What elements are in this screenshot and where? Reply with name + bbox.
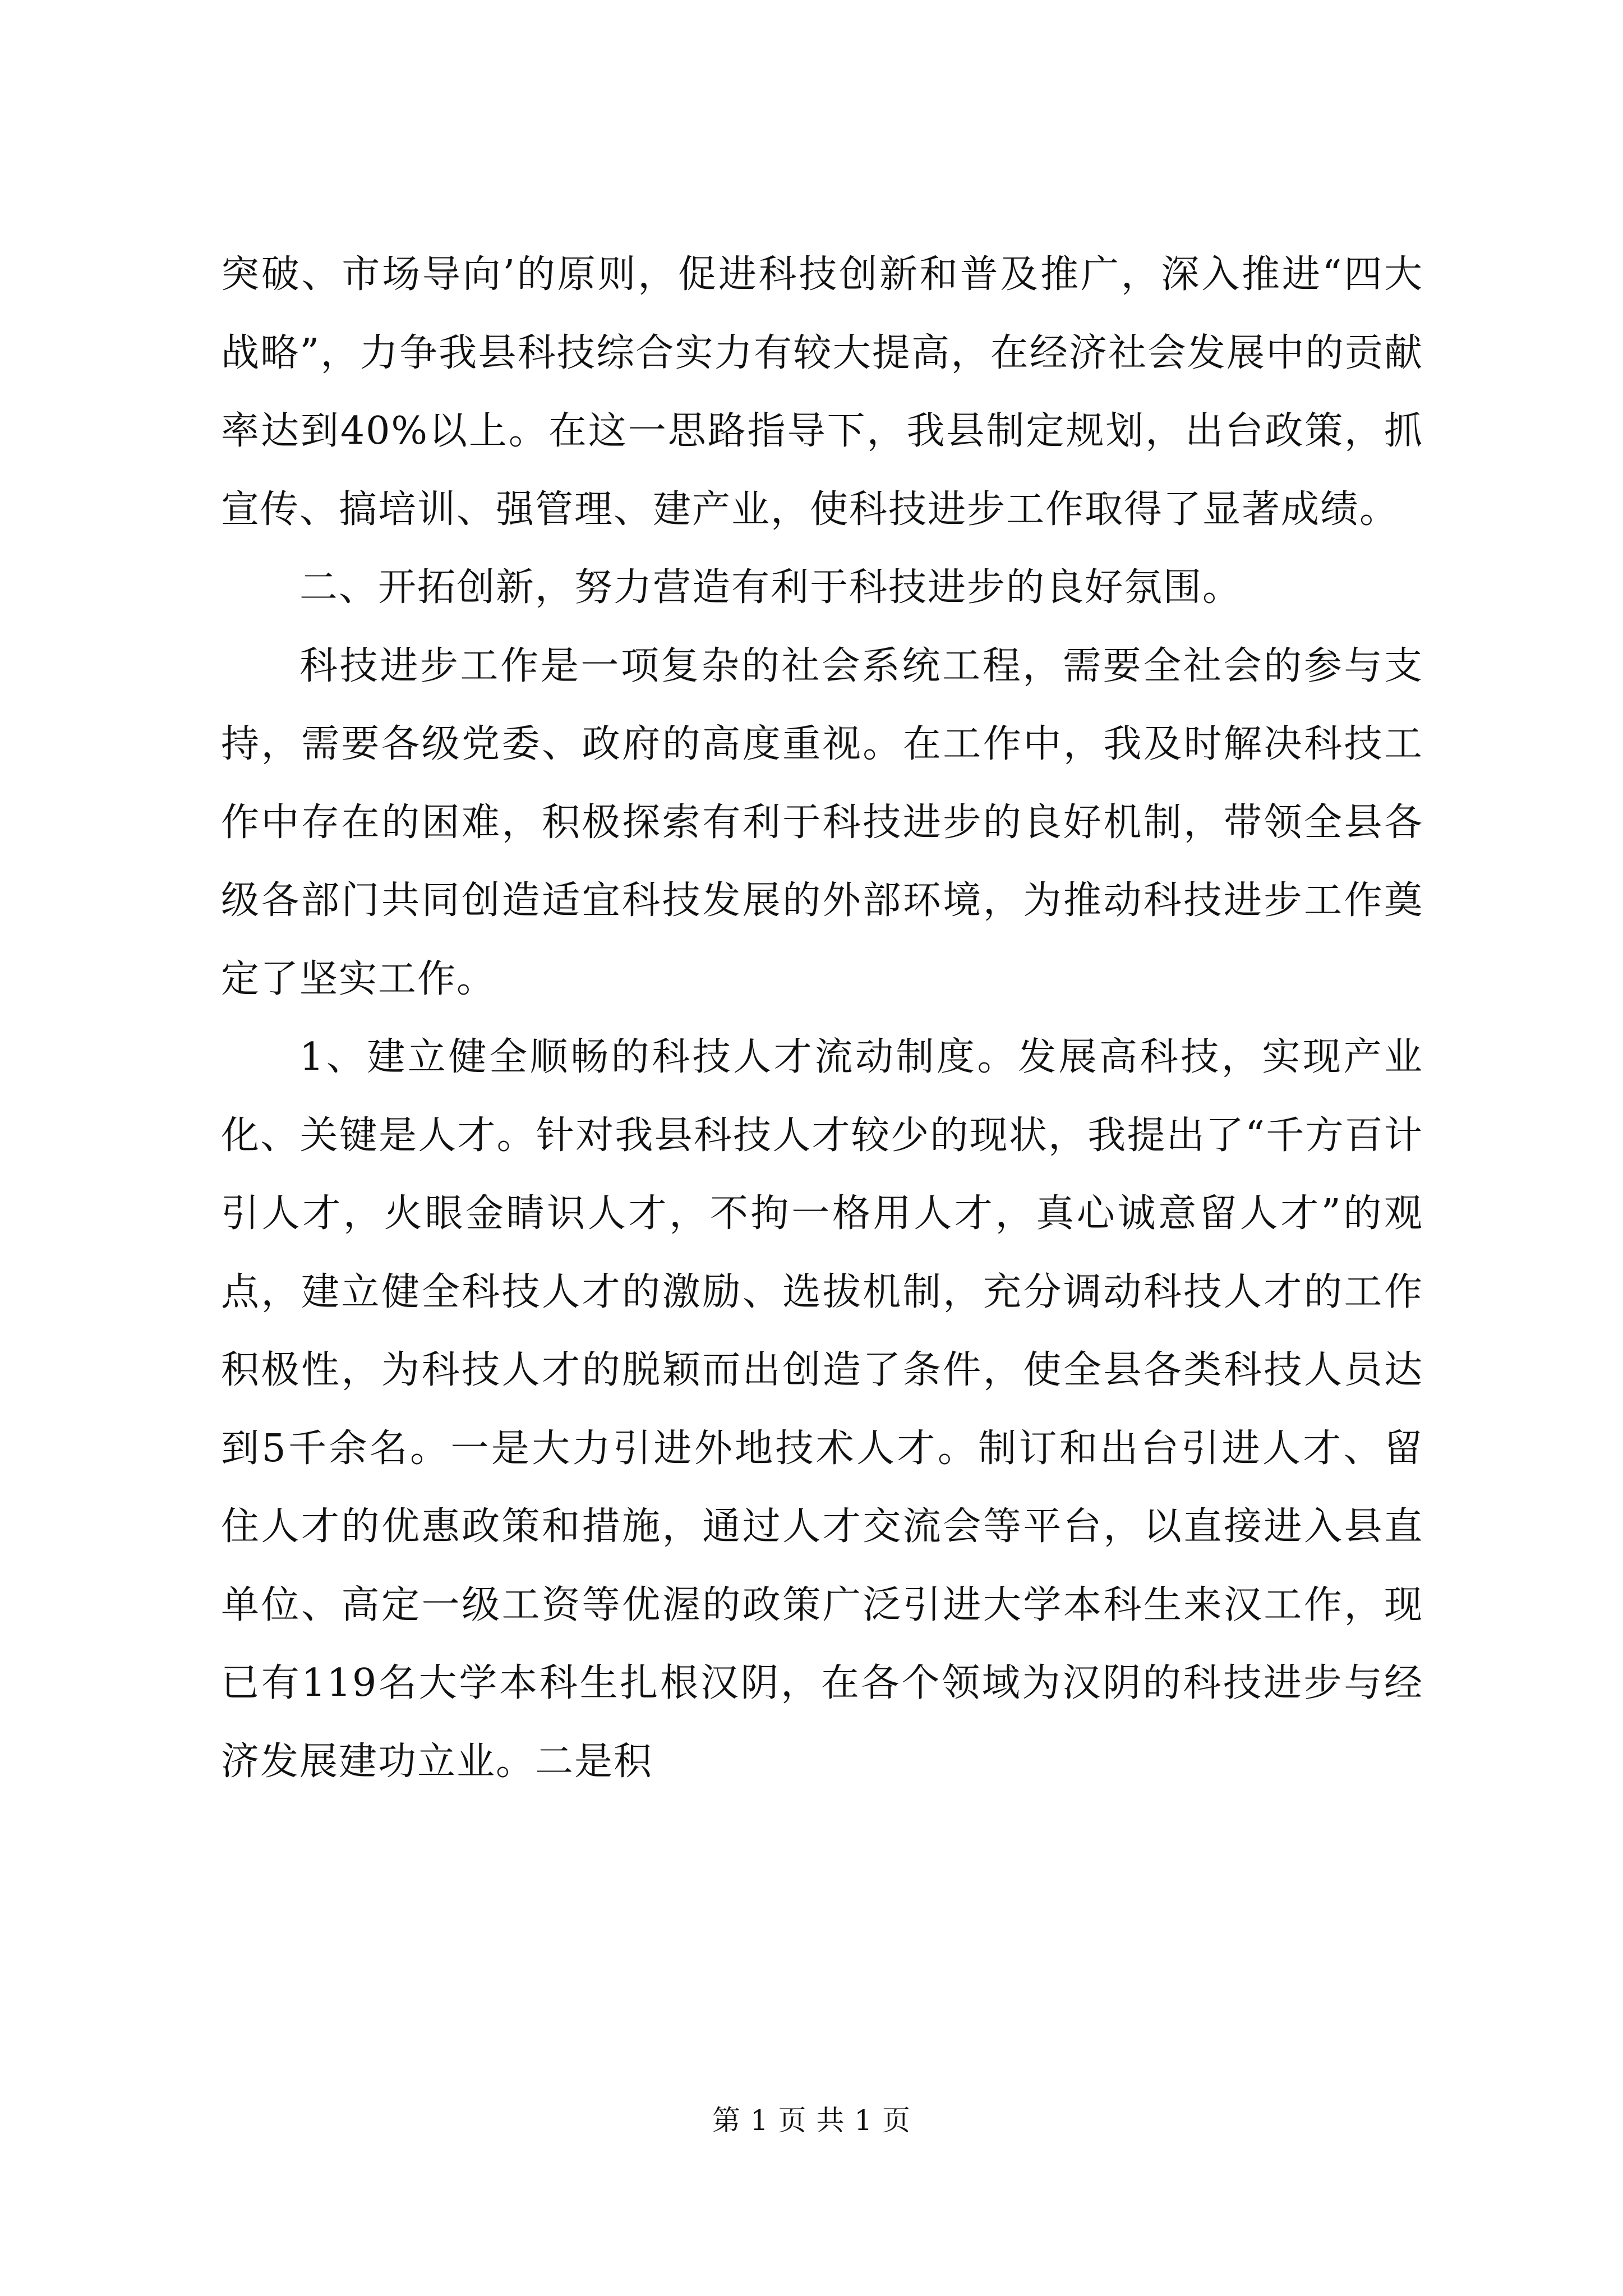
section-heading-two: 二、开拓创新，努力营造有利于科技进步的良好氛围。	[299, 565, 1242, 610]
paragraph-talent-system: 1、建立健全顺畅的科技人才流动制度。发展高科技，实现产业化、关键是人才。针对我县科技人才较少的现状，我提出了“千方百计引人才，火眼金睛识人才，不拘一格用人才，真心诚意留人才”的观点，建立健全科技人才的激励、选拔机制，充分调动科技人才的工作积极性，为科技人才的脱颖而出创造了条件，使全县各类科技人员达到5千余名。一是大力引进外地技术人才。制订和出台引进人才、留住人才的优惠政策和措施，通过人才交流会等平台，以直接进入县直单位、高定一级工资等优渥的政策广泛引进大学本科生来汉工作，现已有119名大学本科生扎根汉阴，在各个领域为汉阴的科技进步与经济发展建功立业。二是积	[221, 1035, 1423, 1784]
paragraph-intro-continuation: 突破、市场导向’的原则，促进科技创新和普及推广，深入推进“四大战略”，力争我县科技综合实力有较大提高，在经济社会发展中的贡献率达到40%以上。在这一思路指导下，我县制定规划，出台政策，抓宣传、搞培训、强管理、建产业，使科技进步工作取得了显著成绩。	[221, 252, 1423, 532]
paragraph-section-two-body: 科技进步工作是一项复杂的社会系统工程，需要全社会的参与支持，需要各级党委、政府的高度重视。在工作中，我及时解决科技工作中存在的困难，积极探索有利于科技进步的良好机制，带领全县各级各部门共同创造适宜科技发展的外部环境，为推动科技进步工作奠定了坚实工作。	[221, 643, 1423, 1001]
document-body	[221, 236, 1423, 1801]
page-number-footer: 第 1 页 共 1 页	[712, 2104, 911, 2137]
